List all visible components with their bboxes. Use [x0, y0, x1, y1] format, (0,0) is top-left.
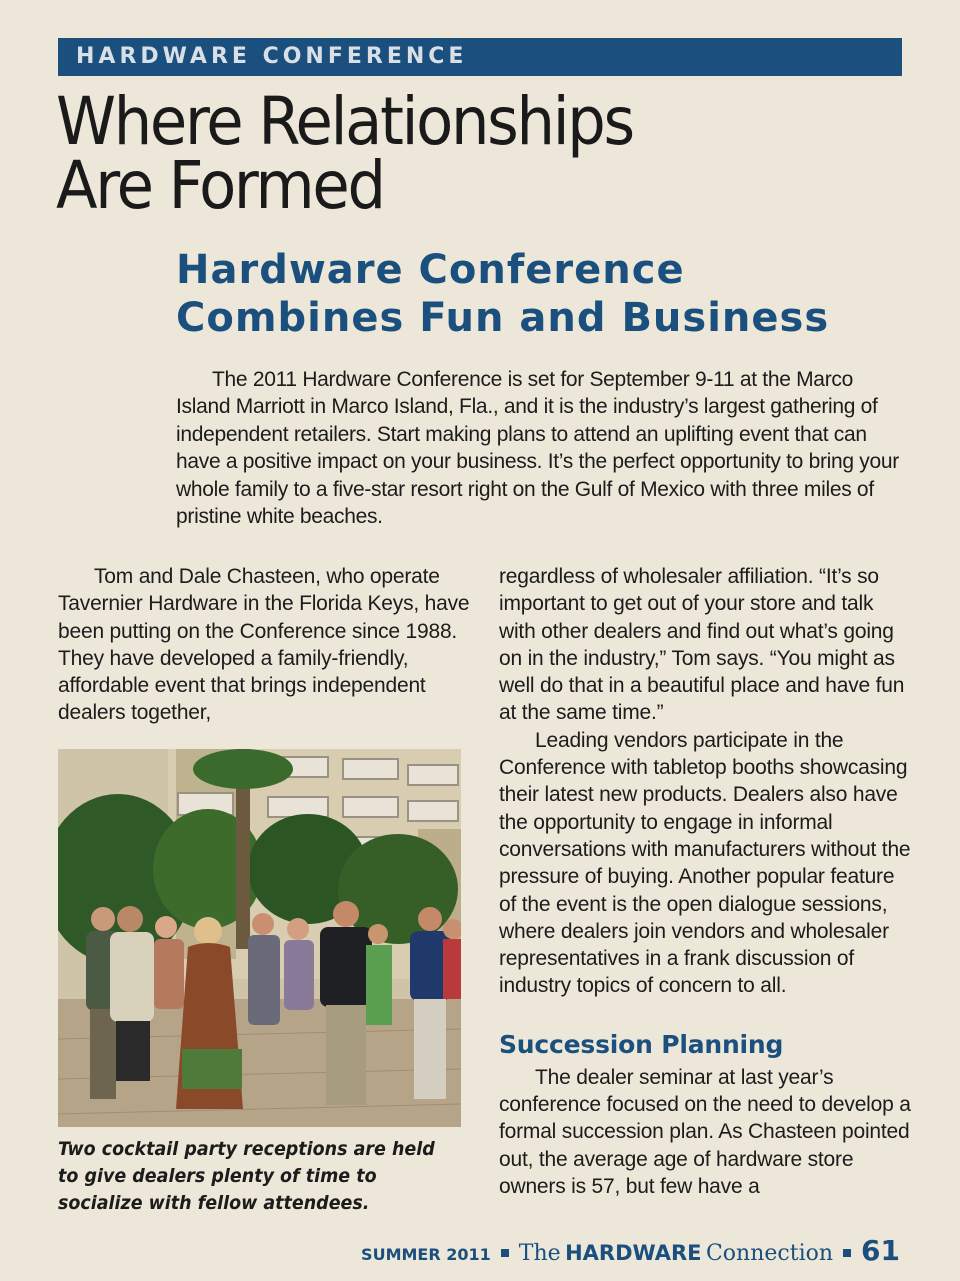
- page-footer: [361, 1234, 900, 1268]
- right-paragraph-2: Leading vendors participate in the Conference with tabletop booths showcasing their latest new products. Dealers also have the opportunity to engage in informal conversations with manufacturers without the pressure of buying. Another popular feature of the event is the open dialogue sessions, where dealers join vendors and wholesaler representatives in a frank discussion of industry topics of concern to all.: [499, 728, 911, 998]
- right-paragraph-1: regardless of wholesaler affiliation. “It’s so important to get out of your store and talk with other dealers and find out what’s going on in the industry,” Tom says. “You might as well do that in a beautiful place and have fun at the same time.”: [499, 565, 905, 725]
- reception-photo: [58, 749, 461, 1127]
- footer-magazine-hardware: HARDWARE: [565, 1241, 702, 1265]
- photo-caption: Two cocktail party receptions are held to give dealers plenty of time to socialize with fellow attendees.: [58, 1138, 435, 1214]
- article-title: [56, 83, 633, 224]
- right-column: [499, 563, 915, 1200]
- footer-separator: [501, 1249, 509, 1257]
- footer-season: SUMMER 2011: [361, 1245, 491, 1264]
- article-subtitle: [176, 246, 829, 342]
- section-heading: Succession Planning: [499, 1029, 784, 1059]
- article-subtitle-line1: Hardware Conference: [176, 247, 685, 293]
- footer-magazine-the: The: [518, 1241, 561, 1266]
- article-subtitle-line2: Combines Fun and Business: [176, 295, 830, 341]
- footer-magazine-name: [519, 1241, 833, 1266]
- intro-paragraph: The 2011 Hardware Conference is set for September 9-11 at the Marco Island Marriott in Marco Island, Fla., and it is the industry’s largest gathering of independent retailers. Start making plans to attend an uplifting event that can have a positive impact on your business. It’s the perfect opportunity to bring your whole family to a five-star resort right on the Gulf of Mexico with three miles of pristine white beaches.: [176, 368, 899, 529]
- section-header-bar: [58, 38, 902, 76]
- article-title-line2: Are Formed: [56, 147, 384, 224]
- article-title-line1: Where Relationships: [56, 83, 633, 160]
- footer-magazine-connection: Connection: [705, 1241, 834, 1266]
- left-column: [58, 563, 470, 727]
- section-label: HARDWARE CONFERENCE: [76, 44, 468, 69]
- right-paragraph-3: The dealer seminar at last year’s conference focused on the need to develop a formal succession plan. As Chasteen pointed out, the average age of hardware store owners is 57, but few have a: [499, 1065, 911, 1198]
- page-number: 61: [861, 1234, 900, 1267]
- left-paragraph: Tom and Dale Chasteen, who operate Tavernier Hardware in the Florida Keys, have been putting on the Conference since 1988. They have developed a family-friendly, affordable event that brings independent dealers together,: [58, 565, 470, 725]
- footer-separator: [843, 1249, 851, 1257]
